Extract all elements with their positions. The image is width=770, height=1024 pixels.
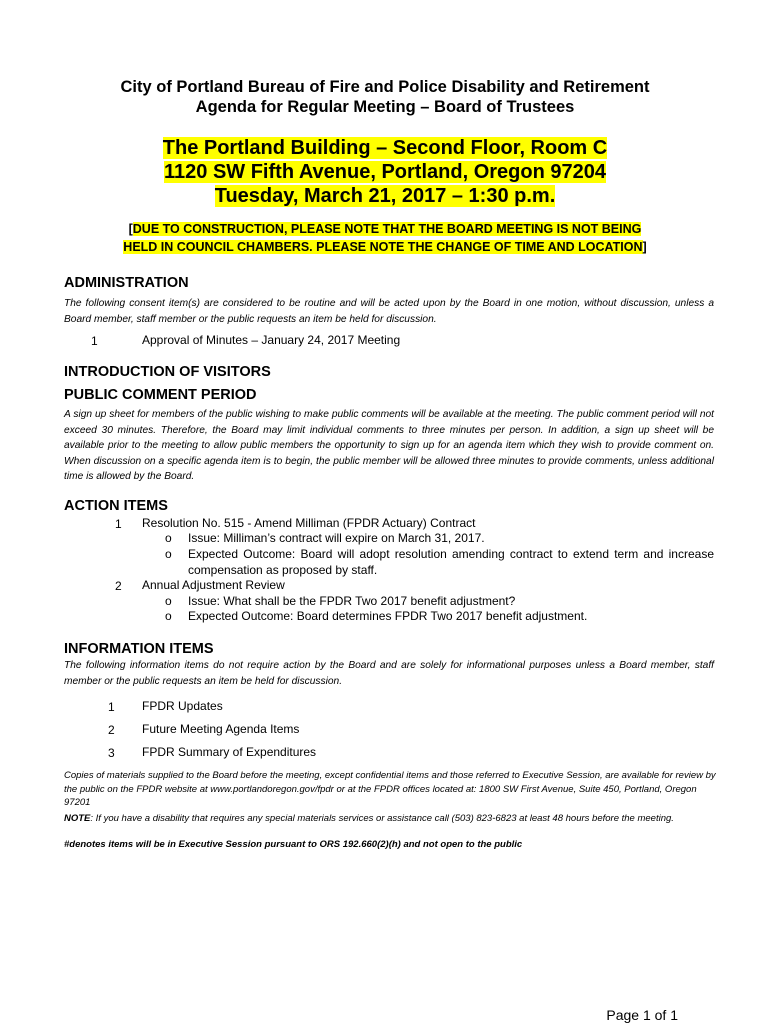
bullet-marker: o: [165, 609, 172, 623]
action-item-bullet: Issue: What shall be the FPDR Two 2017 benefit adjustment?: [188, 594, 516, 608]
document-title: City of Portland Bureau of Fire and Police Disability and Retirement: [120, 78, 650, 96]
note-text: : If you have a disability that requires any special materials services or assistance call (503) 823-6823 at least 48 hours before the meeting.: [90, 813, 674, 824]
construction-notice-line1: [0, 220, 770, 239]
info-item-number: 2: [108, 723, 115, 737]
construction-notice-line2: [0, 238, 770, 257]
visitors-heading: INTRODUCTION OF VISITORS: [64, 364, 271, 380]
administration-intro: The following consent item(s) are considered to be routine and will be acted upon by the Board in one motion, without discussion, unless a Board member, staff member or the public requests an item be held for discussion.: [64, 298, 714, 325]
info-item-number: 1: [108, 700, 115, 714]
information-items-heading: INFORMATION ITEMS: [64, 641, 214, 657]
admin-item-text: Approval of Minutes – January 24, 2017 Meeting: [142, 333, 401, 347]
bullet-marker: o: [165, 531, 172, 545]
meeting-datetime: [0, 184, 770, 208]
public-comment-heading: PUBLIC COMMENT PERIOD: [64, 387, 257, 403]
materials-availability-note: Copies of materials supplied to the Board before the meeting, except confidential items and those referred to Executive Session, are available for review by the public on the FPDR website at www.portlandoregon.gov/fpdr or at the FPDR offices located at: 1800 SW First Avenue, Suite 450, Portland, Oregon 97201: [64, 770, 716, 808]
action-item-title: Resolution No. 515 - Amend Milliman (FPDR Actuary) Contract: [142, 516, 476, 530]
notice-open-bracket: [: [128, 222, 133, 236]
meeting-location-building: [0, 136, 770, 160]
action-item-bullet: Expected Outcome: Board will adopt resolution amending contract to extend term and increase compensation as proposed by staff.: [188, 547, 714, 577]
executive-session-note: #denotes items will be in Executive Session pursuant to ORS 192.660(2)(h) and not open to the public: [64, 839, 523, 850]
bullet-marker: o: [165, 547, 172, 561]
info-item-text: FPDR Summary of Expenditures: [142, 745, 317, 759]
notice-close-bracket: ]: [642, 240, 647, 254]
admin-item-number: 1: [91, 334, 98, 348]
action-item-number: 1: [115, 517, 122, 531]
action-items-heading: ACTION ITEMS: [64, 498, 168, 514]
location-address-text: 1120 SW Fifth Avenue, Portland, Oregon 97204: [164, 161, 606, 183]
notice-text-line1: DUE TO CONSTRUCTION, PLEASE NOTE THAT THE BOARD MEETING IS NOT BEING: [132, 222, 642, 236]
info-item-text: FPDR Updates: [142, 699, 223, 713]
action-item-number: 2: [115, 579, 122, 593]
info-item-number: 3: [108, 746, 115, 760]
document-subtitle: Agenda for Regular Meeting – Board of Trustees: [195, 98, 575, 116]
meeting-location-address: [0, 160, 770, 184]
note-label: NOTE: [64, 813, 91, 824]
notice-text-line2: HELD IN COUNCIL CHAMBERS. PLEASE NOTE THE CHANGE OF TIME AND LOCATION: [123, 240, 643, 254]
action-item-title: Annual Adjustment Review: [142, 578, 285, 592]
public-comment-body: A sign up sheet for members of the public wishing to make public comments will be available at the meeting. The public comment period will not exceed 30 minutes. Therefore, the Board may limit individual comments to three minutes per person. In addition, a sign up sheet will be available prior to the meeting to allow public members the opportunity to sign up for an agenda item which they wish to provide comment on. When discussion on a specific agenda item is to begin, the public member will be allowed three minutes to provide comments, unless additional time is allowed by the Board.: [64, 409, 714, 482]
meeting-datetime-text: Tuesday, March 21, 2017 – 1:30 p.m.: [214, 185, 556, 207]
location-building-text: The Portland Building – Second Floor, Room C: [162, 137, 608, 159]
action-item-bullet: Issue: Milliman’s contract will expire on March 31, 2017.: [188, 531, 485, 545]
page-number: Page 1 of 1: [606, 1007, 678, 1023]
action-item-bullet: Expected Outcome: Board determines FPDR Two 2017 benefit adjustment.: [188, 609, 588, 623]
information-items-intro: The following information items do not require action by the Board and are solely for informational purposes unless a Board member, staff member or the public requests an item be held for discussion.: [64, 660, 714, 687]
bullet-marker: o: [165, 594, 172, 608]
accessibility-note: [64, 812, 719, 826]
info-item-text: Future Meeting Agenda Items: [142, 722, 300, 736]
administration-heading: ADMINISTRATION: [64, 275, 189, 291]
